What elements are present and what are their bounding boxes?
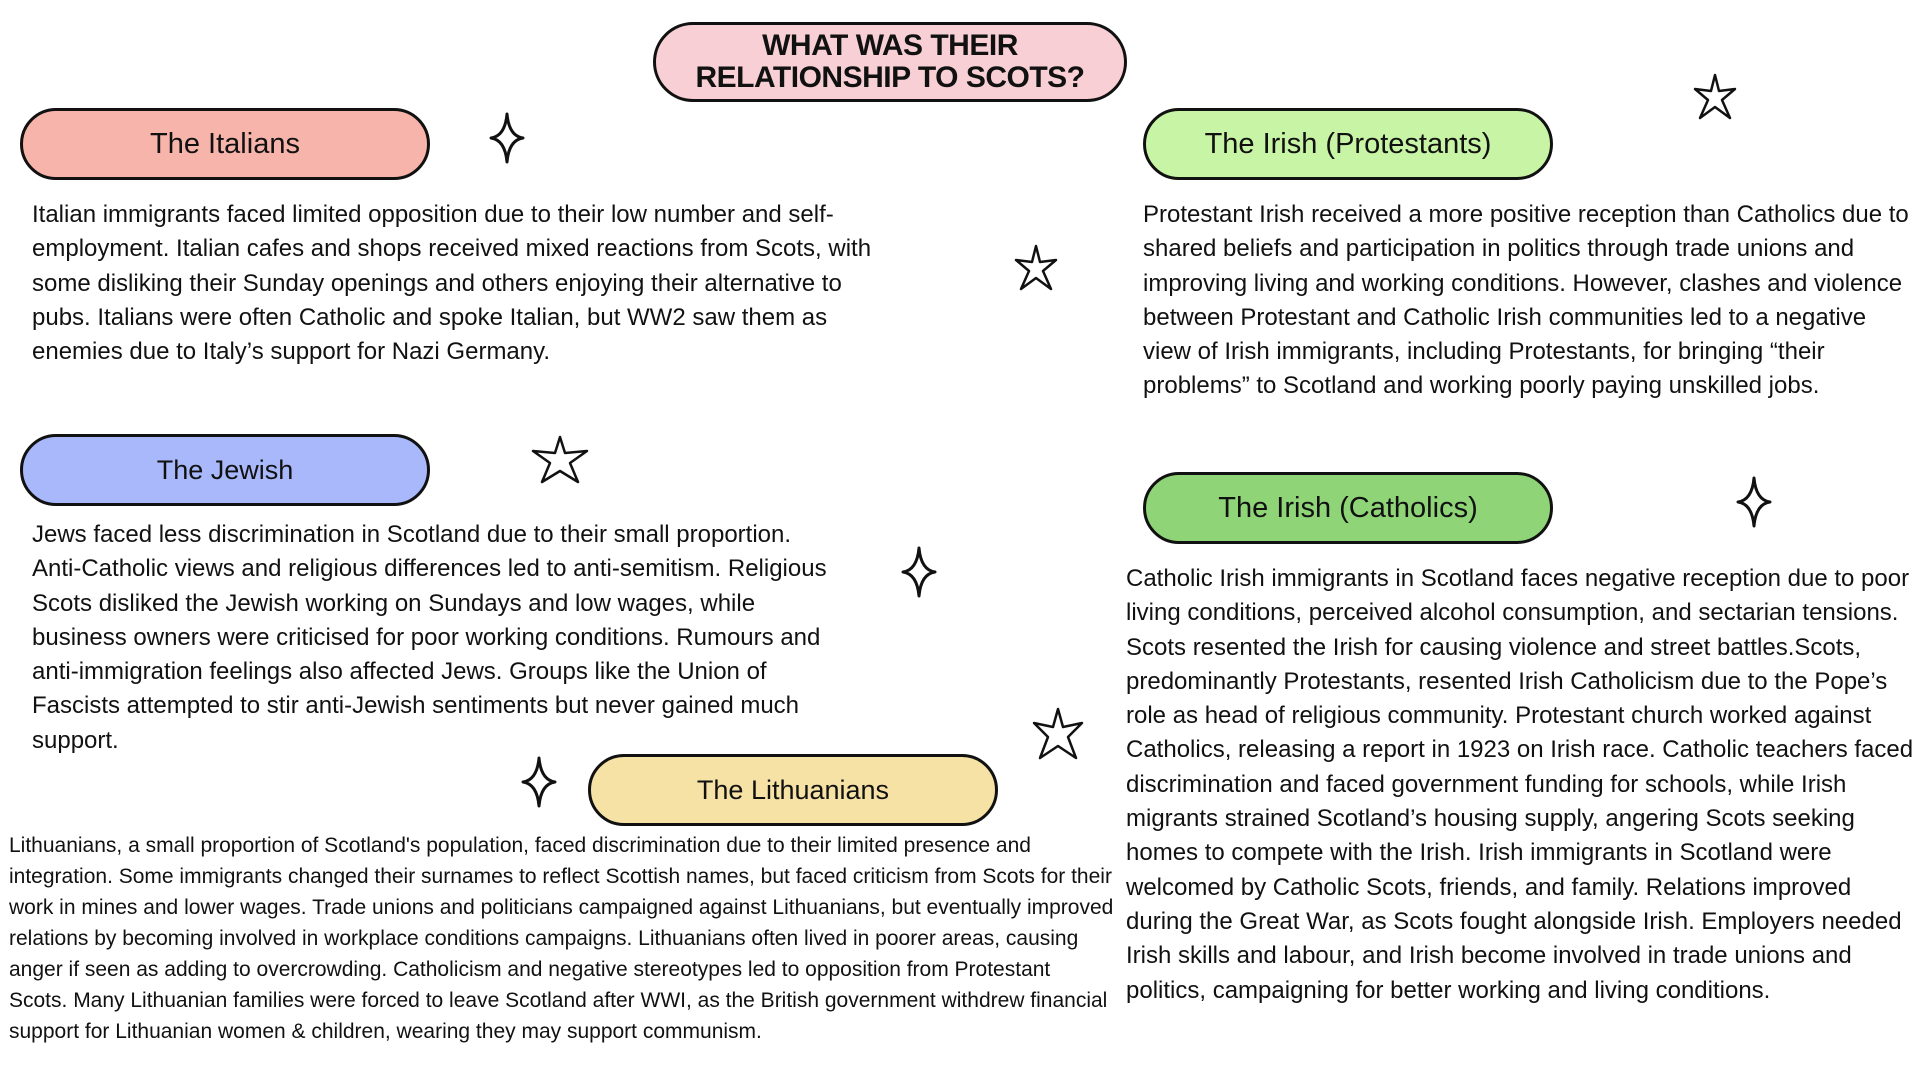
paragraph-jewish: Jews faced less discrimination in Scotland due to their small proportion. Anti-Catholic views and religious differences led to anti-semitism. Religious Scots disliked the Jewish working on Sundays and low wages, while business owners were criticised for poor working conditions. Rumours and anti-immigration feelings also affected Jews. Groups like the Union of Fascists attempted to stir anti-Jewish sentiments but never gained much support. [32, 521, 827, 754]
heading-irish-catholics-label: The Irish (Catholics) [1218, 491, 1478, 524]
star-icon [1692, 72, 1738, 122]
paragraph-italians: Italian immigrants faced limited opposition due to their low number and self-employment. Italian cafes and shops received mixed reactions from Scots, with some disliking their Sunday openings and others enjoying their alternative to pubs. Italians were often Catholic and spoke Italian, but WW2 saw them as enemies due to Italy’s support for Nazi Germany. [32, 201, 872, 366]
heading-lithuanians-label: The Lithuanians [696, 774, 890, 805]
heading-jewish [20, 434, 430, 506]
sparkle-icon [489, 112, 525, 164]
heading-jewish-label: The Jewish [156, 454, 294, 485]
star-icon [1013, 243, 1059, 293]
heading-italians [20, 108, 430, 180]
heading-italians-label: The Italians [150, 127, 300, 160]
paragraph-irish-catholics: Catholic Irish immigrants in Scotland faces negative reception due to poor living conditions, perceived alcohol consumption, and sectarian tensions. Scots resented the Irish for causing violence and street battles.Scots, predominantly Protestants, resented Irish Catholicism due to the Pope’s role as head of religious community. Protestant church worked against Catholics, releasing a report in 1923 on Irish race. Catholic teachers faced discrimination and faced government funding for schools, while Irish migrants strained Scotland’s housing supply, angering Scots seeking homes to compete with the Irish. Irish immigrants in Scotland were welcomed by Catholic Scots, friends, and family. Relations improved during the Great War, as Scots fought alongside Irish. Employers needed Irish skills and labour, and Irish become involved in trade unions and politics, campaigning for better working and living conditions. [1126, 565, 1914, 1004]
heading-irish-catholics [1143, 472, 1553, 544]
page-title-line-2: RELATIONSHIP TO SCOTS? [695, 61, 1085, 94]
star-icon [1031, 706, 1085, 762]
page-title-line-1: WHAT WAS THEIR [762, 29, 1018, 62]
sparkle-icon [901, 546, 937, 598]
paragraph-lithuanians: Lithuanians, a small proportion of Scotland's population, faced discrimination due to their limited presence and integration. Some immigrants changed their surnames to reflect Scottish names, but faced criticism from Scots for their work in mines and lower wages. Trade unions and politicians campaigned against Lithuanians, but eventually improved relations by becoming involved in workplace conditions campaigns. Lithuanians often lived in poorer areas, causing anger if seen as adding to overcrowding. Catholicism and negative stereotypes led to opposition from Protestant Scots. Many Lithuanian families were forced to leave Scotland after WWI, as the British government withdrew financial support for Lithuanian women & children, wearing they may support communism. [9, 834, 1114, 1043]
page-title [653, 22, 1127, 102]
paragraph-irish-protestants: Protestant Irish received a more positive reception than Catholics due to shared beliefs and participation in politics through trade unions and improving living and working conditions. However, clashes and violence between Protestant and Catholic Irish communities led to a negative view of Irish immigrants, including Protestants, for bringing “their problems” to Scotland and working poorly paying unskilled jobs. [1143, 201, 1909, 400]
sparkle-icon [521, 756, 557, 808]
star-icon [530, 434, 590, 486]
sparkle-icon [1736, 476, 1772, 528]
heading-irish-protestants [1143, 108, 1553, 180]
heading-lithuanians [588, 754, 998, 826]
heading-irish-protestants-label: The Irish (Protestants) [1204, 127, 1492, 160]
